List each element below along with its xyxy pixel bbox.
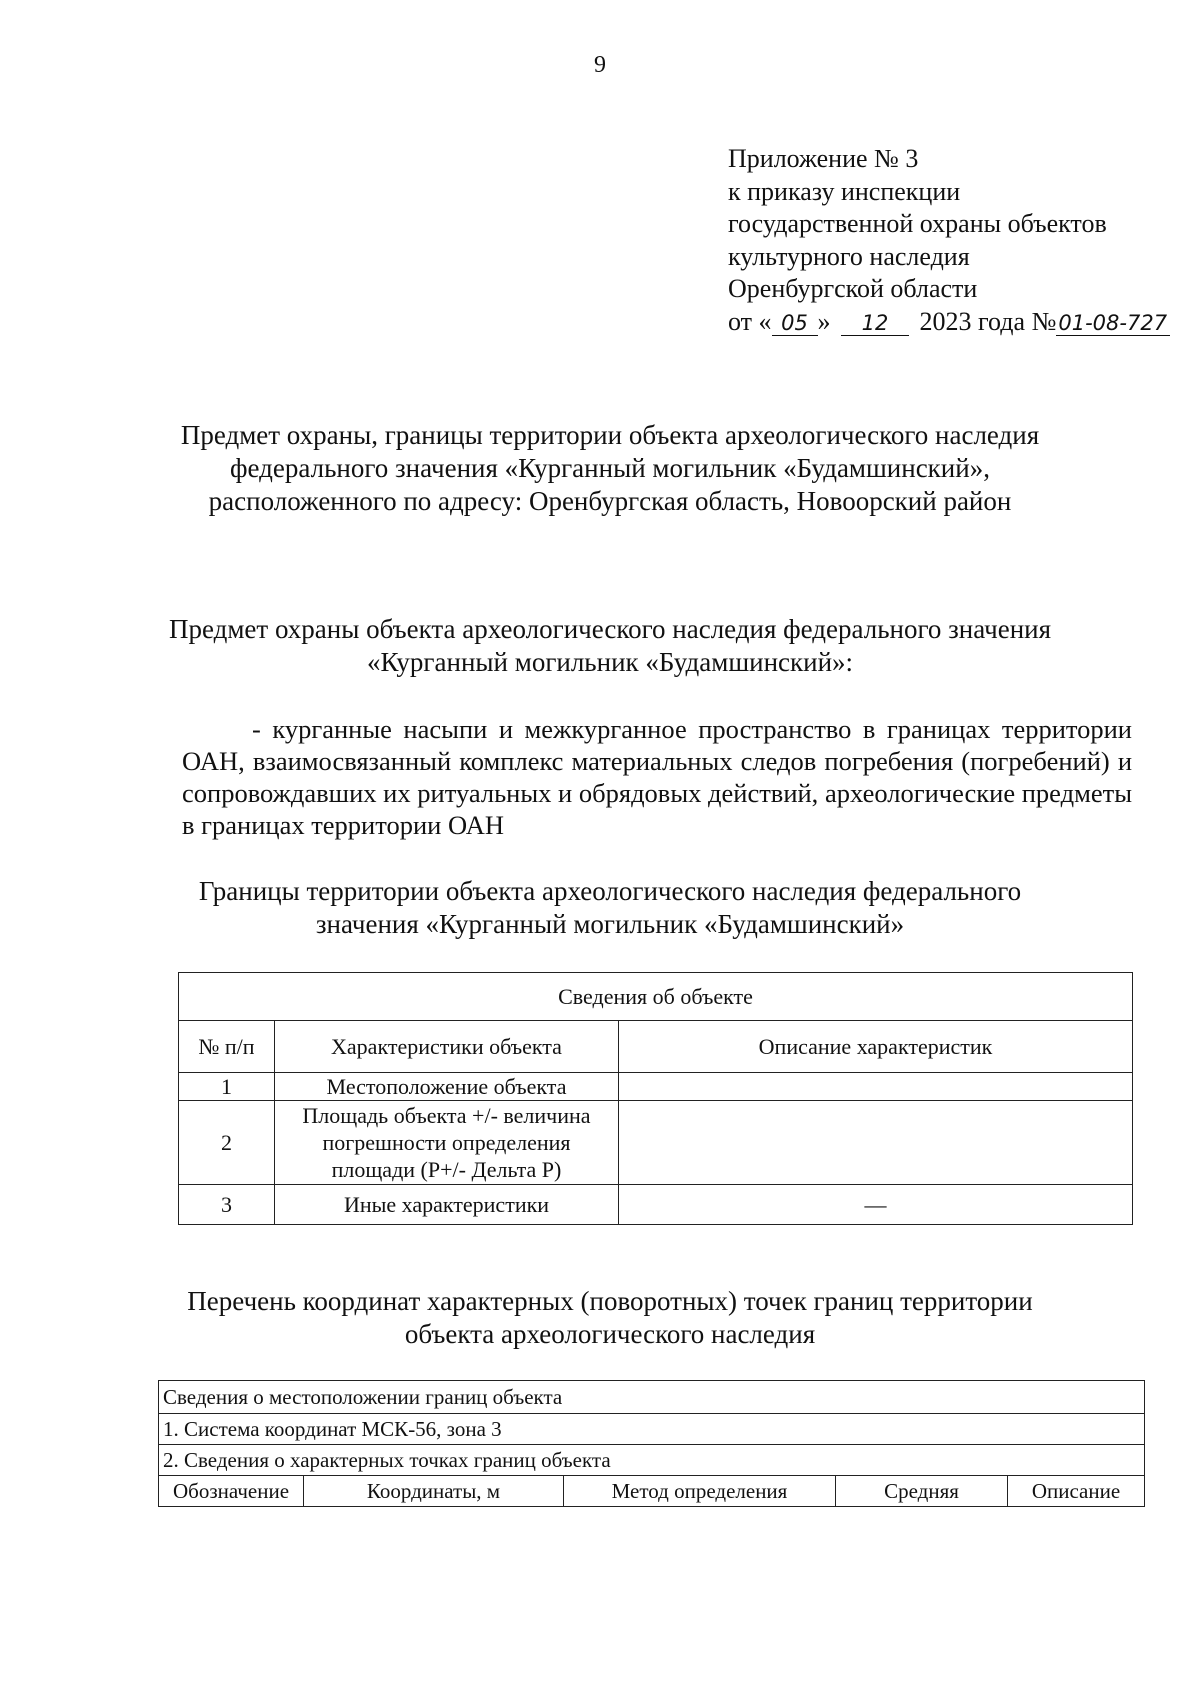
table-row-heading: Сведения о местоположении границ объекта xyxy=(159,1381,1145,1414)
table-row xyxy=(179,1073,1133,1101)
protection-subject-heading xyxy=(150,613,1070,679)
row-number: 3 xyxy=(179,1185,275,1225)
order-date-line xyxy=(728,306,1170,339)
title-line: федерального значения «Курганный могильник «Будамшинский», xyxy=(230,453,990,483)
table-row xyxy=(179,1185,1133,1225)
column-header: Координаты, м xyxy=(304,1476,564,1507)
object-info-table xyxy=(178,972,1133,1225)
appendix-line: культурного наследия xyxy=(728,241,970,271)
table-caption: Сведения об объекте xyxy=(179,973,1133,1021)
heading-line: Границы территории объекта археологического наследия федерального xyxy=(198,876,1022,906)
heading-line: Предмет охраны объекта археологического наследия федерального значения xyxy=(168,614,1052,644)
page-number: 9 xyxy=(594,52,606,78)
year-text: 2023 года № xyxy=(919,306,1057,336)
protection-subject-text: - курганные насыпи и межкурганное пространство в границах территории ОАН, взаимосвязанный комплекс материальных следов погребения (погребений) и сопровождавших их ритуальных и обрядовых действий, археологические предметы в границах территории ОАН xyxy=(182,714,1132,840)
title-line: Предмет охраны, границы территории объекта археологического наследия xyxy=(180,420,1040,450)
handwritten-month: 12 xyxy=(841,311,909,336)
row-description: — xyxy=(619,1185,1133,1225)
appendix-line: Оренбургской области xyxy=(728,274,978,303)
row-characteristic: Площадь объекта +/- величина погрешности определения площади (P+/- Дельта P) xyxy=(275,1101,619,1185)
appendix-header xyxy=(728,143,1170,338)
heading-line: Перечень координат характерных (поворотных) точек границ территории xyxy=(187,1286,1033,1316)
row-number: 2 xyxy=(179,1101,275,1185)
row-number: 1 xyxy=(179,1073,275,1101)
date-prefix: от « xyxy=(728,306,772,336)
heading-line: значения «Курганный могильник «Будамшинский» xyxy=(315,909,905,939)
document-title xyxy=(150,419,1070,518)
heading-line: объекта археологического наследия xyxy=(404,1319,816,1349)
row-description xyxy=(619,1101,1133,1185)
column-header: Средняя xyxy=(836,1476,1008,1507)
table-row xyxy=(179,1101,1133,1185)
coordinates-heading xyxy=(150,1285,1070,1351)
title-line: расположенного по адресу: Оренбургская область, Новоорский район xyxy=(208,486,1012,516)
row-description xyxy=(619,1073,1133,1101)
column-header: Характеристики объекта xyxy=(275,1021,619,1073)
handwritten-day: 05 xyxy=(772,311,818,336)
column-header: № п/п xyxy=(179,1021,275,1073)
appendix-line: к приказу инспекции xyxy=(728,176,961,206)
date-mid: » xyxy=(817,306,831,336)
points-info-row: 2. Сведения о характерных точках границ объекта xyxy=(159,1445,1145,1476)
coordinate-system-row: 1. Система координат МСК-56, зона 3 xyxy=(159,1414,1145,1445)
column-header: Описание характеристик xyxy=(619,1021,1133,1073)
boundaries-heading xyxy=(150,875,1070,941)
appendix-line: Приложение № 3 xyxy=(728,144,919,173)
appendix-line: государственной охраны объектов xyxy=(728,209,1107,238)
handwritten-order-number: 01-08-727 xyxy=(1056,311,1170,336)
row-characteristic: Иные характеристики xyxy=(275,1185,619,1225)
row-characteristic: Местоположение объекта xyxy=(275,1073,619,1101)
column-header: Описание xyxy=(1008,1476,1145,1507)
coordinates-table xyxy=(158,1380,1145,1507)
heading-line: «Курганный могильник «Будамшинский»: xyxy=(366,647,854,677)
column-header: Метод определения xyxy=(564,1476,836,1507)
column-header: Обозначение xyxy=(159,1476,304,1507)
